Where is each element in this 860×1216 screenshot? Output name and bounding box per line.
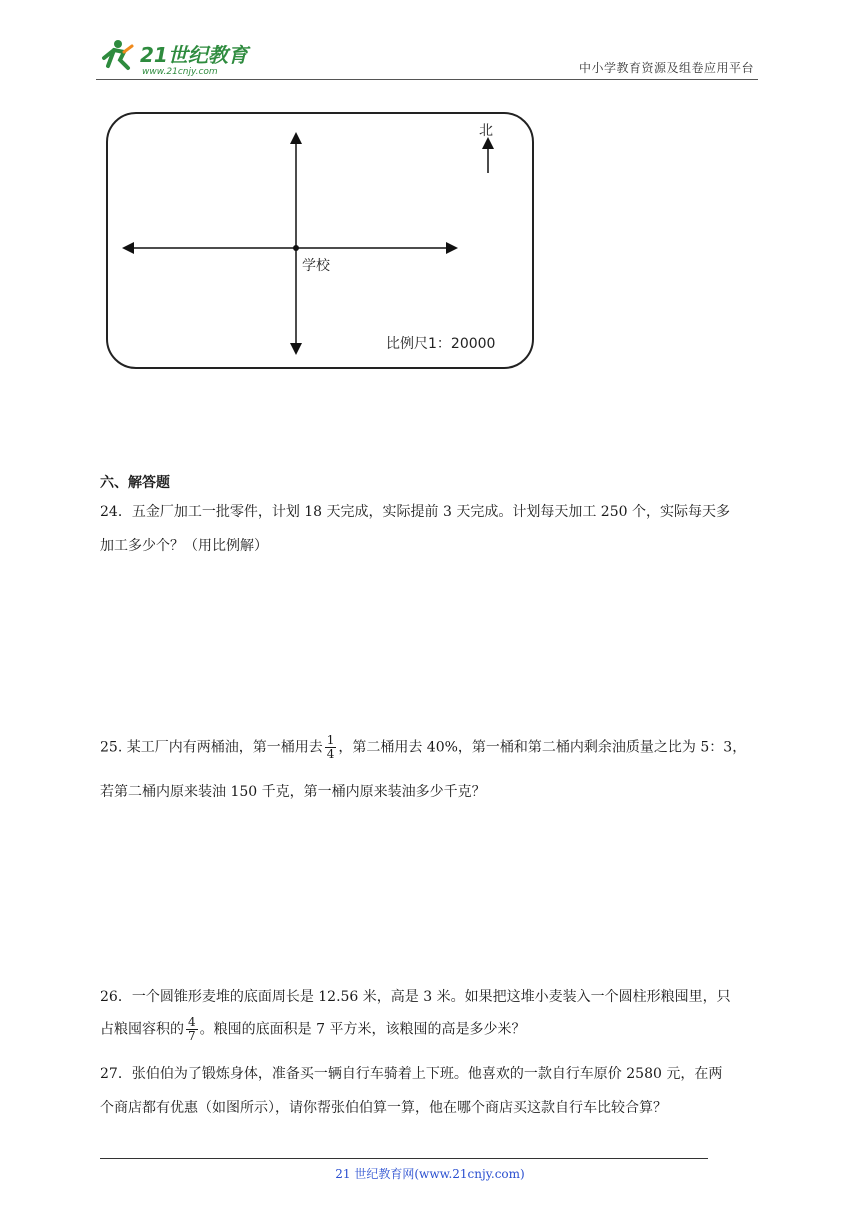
fraction-one-quarter	[325, 734, 337, 761]
q27-line2: 个商店都有优惠（如图所示），请你帮张伯伯算一算，他在哪个商店买这款自行车比较合算？	[100, 1100, 667, 1116]
fraction-denominator: 4	[326, 747, 335, 761]
school-point	[293, 245, 299, 251]
q25-text-b: ，第二桶用去 40%，第一桶和第二桶内剩余油质量之比为 5：3，	[338, 739, 747, 756]
q24-line2: 加工多少个？（用比例解）	[100, 538, 268, 554]
q26-line1: 26．一个圆锥形麦堆的底面周长是 12.56 米，高是 3 米。如果把这堆小麦装入一个圆柱形粮囤里，只	[100, 989, 731, 1005]
q25-text-a: 25. 某工厂内有两桶油，第一桶用去	[100, 739, 323, 756]
q26-text-a: 占粮囤容积的	[100, 1021, 184, 1038]
q26-line2	[100, 1016, 525, 1043]
fraction-numerator: 1	[326, 733, 335, 747]
school-label: 学校	[302, 258, 330, 274]
q26-text-b: 。粮囤的底面积是 7 平方米，该粮囤的高是多少米？	[199, 1021, 526, 1038]
footer-divider	[100, 1158, 708, 1159]
scale-label: 比例尺1：20000	[386, 336, 496, 352]
q25-line2: 若第二桶内原来装油 150 千克，第一桶内原来装油多少千克？	[100, 784, 486, 800]
q27-line1: 27．张伯伯为了锻炼身体，准备买一辆自行车骑着上下班。他喜欢的一款自行车原价 2580 元，在两	[100, 1066, 723, 1082]
q25-line1	[100, 734, 746, 761]
fraction-numerator: 4	[188, 1015, 196, 1029]
q24-line1: 24．五金厂加工一批零件，计划 18 天完成，实际提前 3 天完成。计划每天加工 250 个，实际每天多	[100, 504, 730, 520]
section-title: 六、解答题	[100, 475, 170, 491]
footer-link[interactable]: 21 世纪教育网(www.21cnjy.com)	[335, 1167, 525, 1181]
logo-title: 21世纪教育	[140, 43, 248, 67]
fraction-four-sevenths	[186, 1016, 198, 1043]
logo-url: www.21cnjy.com	[142, 67, 218, 77]
north-label: 北	[479, 123, 493, 139]
platform-tagline: 中小学教育资源及组卷应用平台	[578, 61, 754, 75]
fraction-denominator: 7	[188, 1029, 196, 1043]
